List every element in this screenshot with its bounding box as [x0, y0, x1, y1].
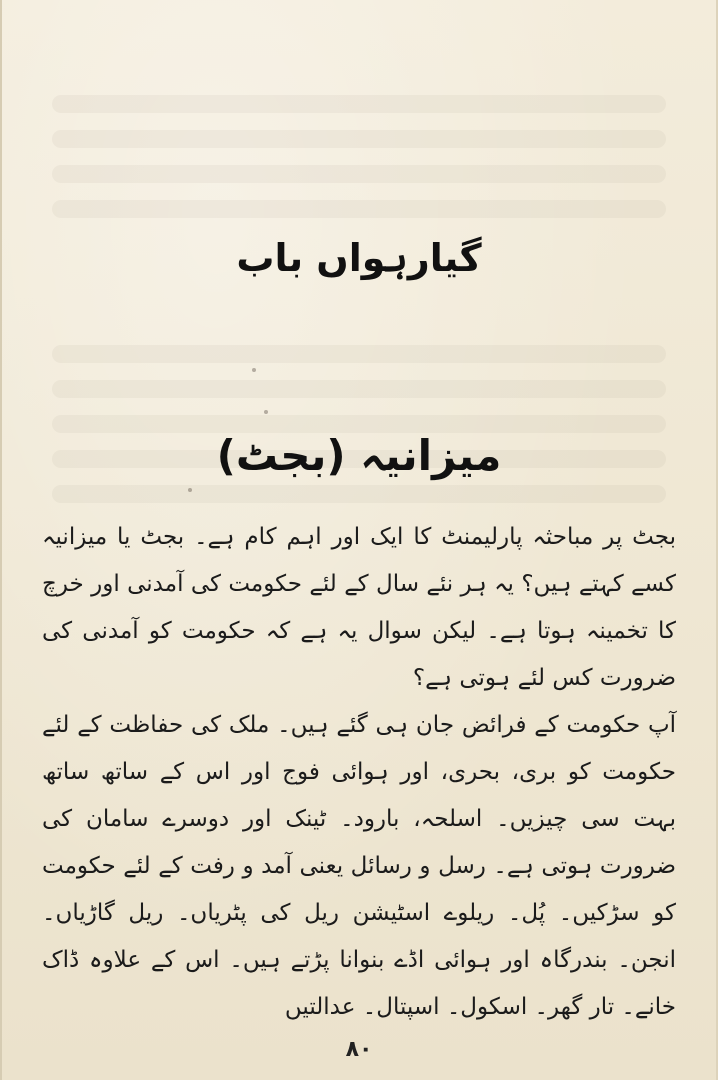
- bleed-through-line: [52, 95, 666, 113]
- chapter-title: میزانیہ (بجٹ): [216, 431, 502, 480]
- page-number: ۸۰: [345, 1037, 373, 1062]
- chapter-heading: گیارہواں باب: [236, 236, 482, 280]
- bleed-through-line: [52, 165, 666, 183]
- bleed-through-line: [52, 200, 666, 218]
- paragraph: آپ حکومت کے فرائض جان ہی گئے ہیں۔ ملک کی حفاظت کے لئے حکومت کو بری، بحری، اور ہوائی فوج اور اس کے ساتھ ساتھ بہت سی چیزیں۔ اسلحہ، بارود۔ ٹینک اور دوسرے سامان کی ضرورت ہوتی ہے۔ رسل و رسائل یعنی آمد و رفت کے لئے حکومت کو سڑکیں۔ پُل۔ ریلوے اسٹیشن ریل کی پٹریاں۔ ریل گاڑیاں۔ انجن۔ بندرگاہ اور ہوائی اڈے بنوانا پڑتے ہیں۔ اس کے علاوہ ڈاک خانے۔ تار گھر۔ اسکول۔ اسپتال۔ عدالتیں: [42, 711, 676, 1020]
- page-content: [42, 230, 676, 1031]
- bleed-through-line: [52, 130, 666, 148]
- paragraph: بجٹ پر مباحثہ پارلیمنٹ کا ایک اور اہم کام ہے۔ بجٹ یا میزانیہ کسے کہتے ہیں؟ یہ ہر نئے سال کے لئے حکومت کی آمدنی اور خرچ کا تخمینہ ہوتا ہے۔ لیکن سوال یہ ہے کہ حکومت کو آمدنی کی ضرورت کس لئے ہوتی ہے؟: [42, 523, 676, 691]
